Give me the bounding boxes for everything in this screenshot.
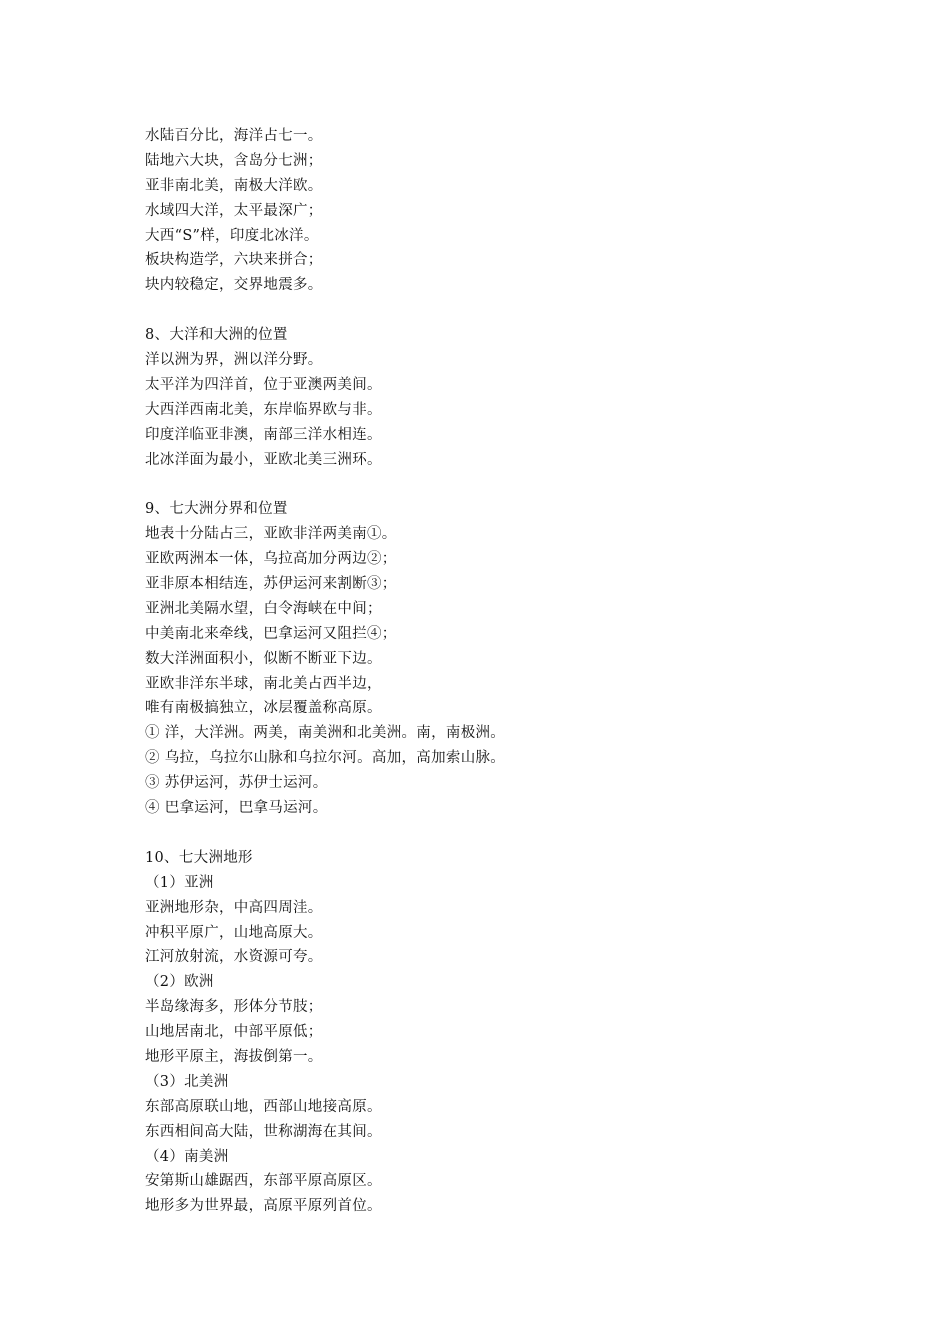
footnote: ③ 苏伊运河，苏伊士运河。 <box>145 775 328 792</box>
footnote: ① 洋，大洋洲。两美，南美洲和北美洲。南，南极洲。 <box>145 725 506 742</box>
text-line: 江河放射流，水资源可夸。 <box>145 949 323 966</box>
section-intro <box>145 124 905 298</box>
text-line: 陆地六大块，含岛分七洲； <box>145 152 323 169</box>
section-heading: 9、七大洲分界和位置 <box>145 501 288 518</box>
text-line: 亚洲北美隔水望，白令海峡在中间； <box>145 600 382 617</box>
text-line: 地形多为世界最，高原平原列首位。 <box>145 1198 382 1215</box>
section-continent-terrain <box>145 846 905 1219</box>
footnote: ② 乌拉，乌拉尔山脉和乌拉尔河。高加，高加索山脉。 <box>145 750 506 767</box>
text-line: 大西洋西南北美，东岸临界欧与非。 <box>145 401 382 418</box>
text-line: 亚欧两洲本一体，乌拉高加分两边②； <box>145 551 397 568</box>
footnote: ④ 巴拿运河，巴拿马运河。 <box>145 800 328 817</box>
document-page <box>145 124 905 1219</box>
text-line: 地形平原主，海拔倒第一。 <box>145 1048 323 1065</box>
text-line: 板块构造学，六块来拼合； <box>145 252 323 269</box>
subsection-heading: （4）南美洲 <box>145 1148 229 1165</box>
text-line: 太平洋为四洋首，位于亚澳两美间。 <box>145 376 382 393</box>
text-line: 亚非南北美，南极大洋欧。 <box>145 177 323 194</box>
text-line: 亚欧非洋东半球，南北美占西半边， <box>145 675 382 692</box>
text-line: 亚非原本相结连，苏伊运河来割断③； <box>145 576 397 593</box>
section-continent-boundaries <box>145 497 905 821</box>
text-line: 北冰洋面为最小，亚欧北美三洲环。 <box>145 451 382 468</box>
text-line: 安第斯山雄踞西，东部平原高原区。 <box>145 1173 382 1190</box>
section-heading: 8、大洋和大洲的位置 <box>145 327 288 344</box>
text-line: 大西“S”样，印度北冰洋。 <box>145 227 319 244</box>
paragraph-gap <box>145 821 905 846</box>
text-line: 东西相间高大陆，世称湖海在其间。 <box>145 1123 382 1140</box>
text-line: 水域四大洋，太平最深广； <box>145 202 323 219</box>
text-line: 数大洋洲面积小，似断不断亚下边。 <box>145 650 382 667</box>
paragraph-gap <box>145 298 905 323</box>
text-line: 印度洋临亚非澳，南部三洋水相连。 <box>145 426 382 443</box>
text-line: 中美南北来牵线，巴拿运河又阻拦④； <box>145 625 397 642</box>
section-oceans-continents-position <box>145 323 905 472</box>
text-line: 半岛缘海多，形体分节肢； <box>145 999 323 1016</box>
subsection-heading: （1）亚洲 <box>145 874 214 891</box>
text-line: 东部高原联山地，西部山地接高原。 <box>145 1098 382 1115</box>
text-line: 洋以洲为界，洲以洋分野。 <box>145 352 323 369</box>
text-line: 地表十分陆占三，亚欧非洋两美南①。 <box>145 526 397 543</box>
subsection-heading: （2）欧洲 <box>145 974 214 991</box>
subsection-heading: （3）北美洲 <box>145 1073 229 1090</box>
section-heading: 10、七大洲地形 <box>145 849 253 866</box>
text-line: 唯有南极搞独立，冰层覆盖称高原。 <box>145 700 382 717</box>
text-line: 水陆百分比，海洋占七一。 <box>145 128 323 144</box>
text-line: 亚洲地形杂，中高四周洼。 <box>145 899 323 916</box>
paragraph-gap <box>145 472 905 497</box>
text-line: 山地居南北，中部平原低； <box>145 1024 323 1041</box>
text-line: 冲积平原广，山地高原大。 <box>145 924 323 941</box>
text-line: 块内较稳定，交界地震多。 <box>145 277 323 294</box>
